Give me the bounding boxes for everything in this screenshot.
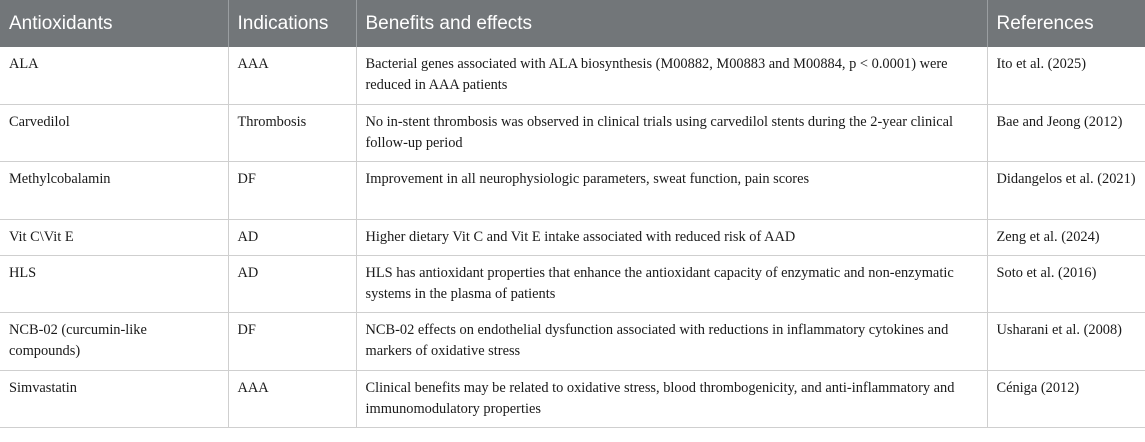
table-row <box>0 256 1145 313</box>
cell-antioxidant: Carvedilol <box>0 105 228 162</box>
cell-indication: DF <box>228 162 356 220</box>
cell-indication: AD <box>228 220 356 256</box>
cell-reference: Ito et al. (2025) <box>987 47 1145 105</box>
cell-antioxidant: ALA <box>0 47 228 105</box>
header-references: References <box>987 0 1145 47</box>
cell-benefit: NCB-02 effects on endothelial dysfunction associated with reductions in inflammatory cytokines and markers of oxidative stress <box>356 313 987 371</box>
cell-reference: Zeng et al. (2024) <box>987 220 1145 256</box>
table-body <box>0 47 1145 428</box>
cell-benefit: Clinical benefits may be related to oxidative stress, blood thrombogenicity, and anti-inflammatory and immunomodulatory properties <box>356 371 987 428</box>
table-row <box>0 162 1145 220</box>
table-row <box>0 105 1145 162</box>
cell-reference: Soto et al. (2016) <box>987 256 1145 313</box>
cell-benefit: HLS has antioxidant properties that enhance the antioxidant capacity of enzymatic and non-enzymatic systems in the plasma of patients <box>356 256 987 313</box>
header-row <box>0 0 1145 47</box>
cell-reference: Bae and Jeong (2012) <box>987 105 1145 162</box>
cell-antioxidant: Methylcobalamin <box>0 162 228 220</box>
cell-antioxidant: Simvastatin <box>0 371 228 428</box>
header-indications: Indications <box>228 0 356 47</box>
cell-benefit: Bacterial genes associated with ALA biosynthesis (M00882, M00883 and M00884, p < 0.0001) were reduced in AAA patients <box>356 47 987 105</box>
cell-reference: Usharani et al. (2008) <box>987 313 1145 371</box>
cell-benefit: Higher dietary Vit C and Vit E intake associated with reduced risk of AAD <box>356 220 987 256</box>
header-antioxidants: Antioxidants <box>0 0 228 47</box>
cell-indication: AAA <box>228 47 356 105</box>
cell-antioxidant: NCB-02 (curcumin-like compounds) <box>0 313 228 371</box>
cell-indication: DF <box>228 313 356 371</box>
cell-indication: Thrombosis <box>228 105 356 162</box>
header-benefits: Benefits and effects <box>356 0 987 47</box>
cell-reference: Céniga (2012) <box>987 371 1145 428</box>
table-header <box>0 0 1145 47</box>
table-row <box>0 220 1145 256</box>
cell-indication: AAA <box>228 371 356 428</box>
cell-benefit: Improvement in all neurophysiologic parameters, sweat function, pain scores <box>356 162 987 220</box>
table-row <box>0 313 1145 371</box>
cell-benefit: No in-stent thrombosis was observed in clinical trials using carvedilol stents during the 2-year clinical follow-up period <box>356 105 987 162</box>
table-row <box>0 371 1145 428</box>
cell-antioxidant: HLS <box>0 256 228 313</box>
table-row <box>0 47 1145 105</box>
cell-antioxidant: Vit C\Vit E <box>0 220 228 256</box>
cell-reference: Didangelos et al. (2021) <box>987 162 1145 220</box>
cell-indication: AD <box>228 256 356 313</box>
